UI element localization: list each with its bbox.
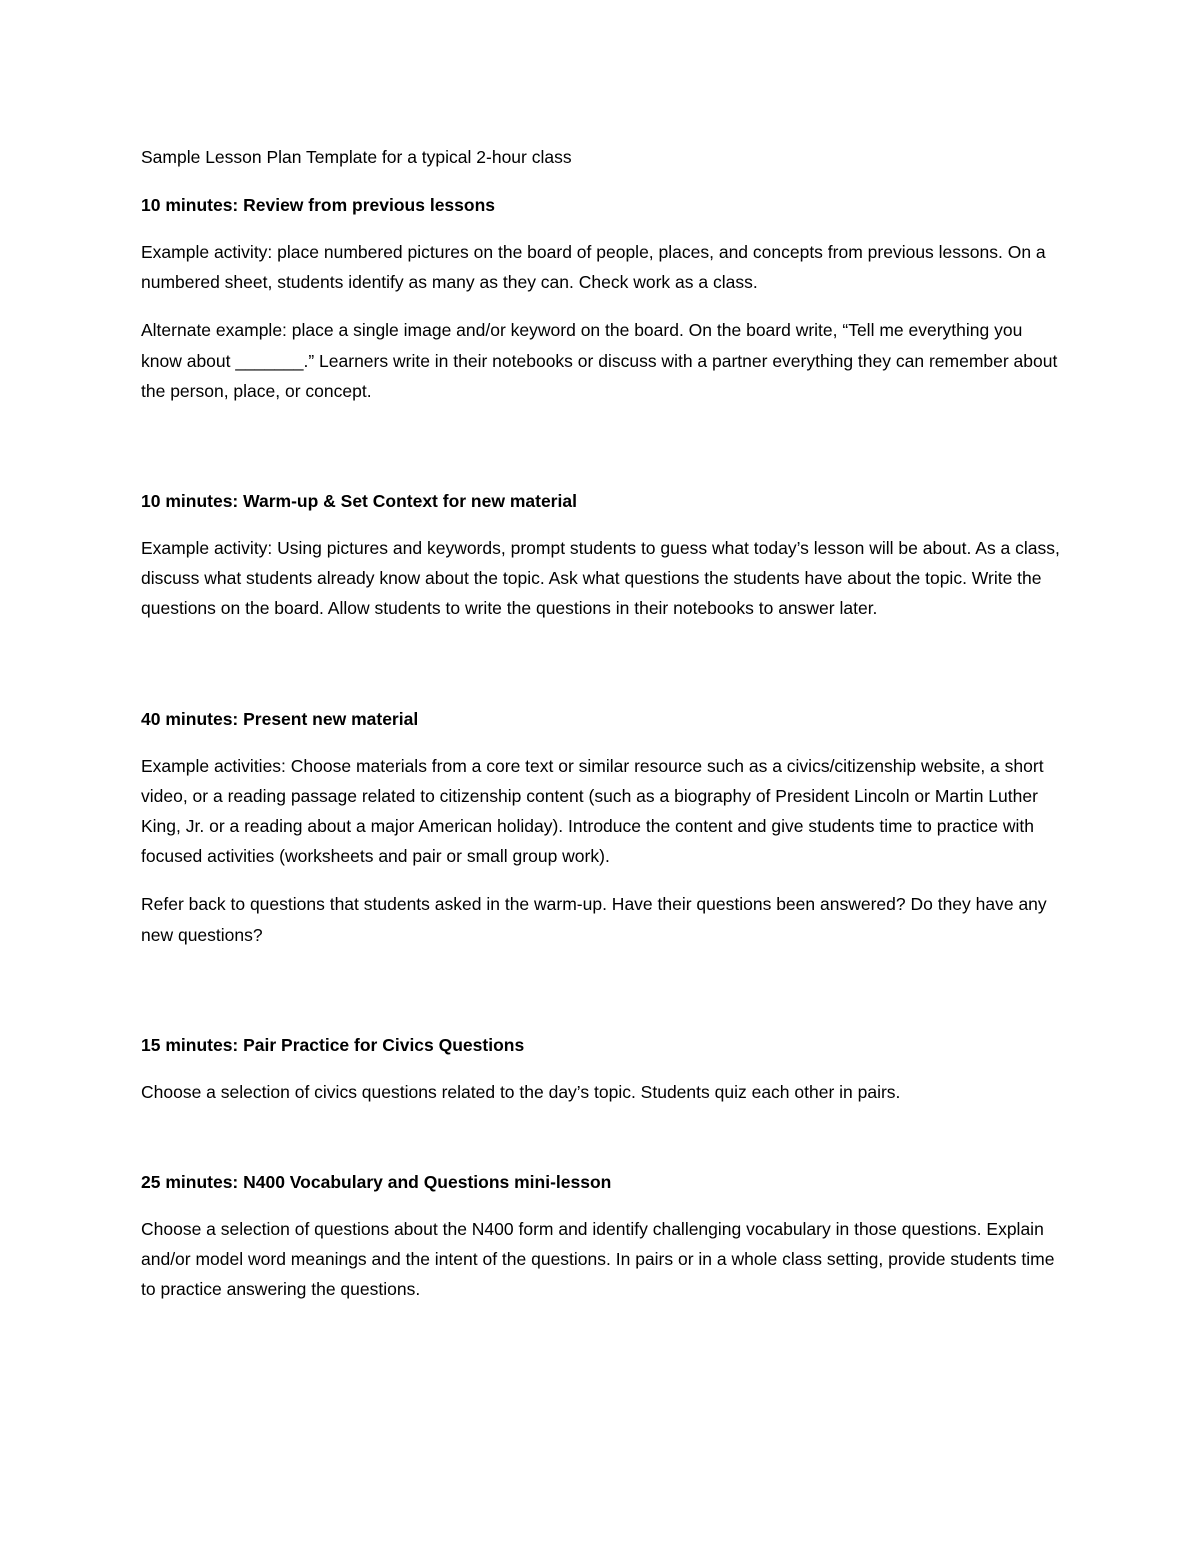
paragraph: Refer back to questions that students asked in the warm-up. Have their questions been answered? Do they have any new questions?: [141, 894, 1047, 945]
section-heading: 10 minutes: Review from previous lessons: [141, 195, 496, 215]
section-pair-practice: [141, 1030, 1066, 1107]
document-body: [141, 142, 1066, 1323]
section-heading: 40 minutes: Present new material: [141, 708, 419, 729]
paragraph: Choose a selection of civics questions related to the day’s topic. Students quiz each other in pairs.: [141, 1081, 901, 1102]
section-warm-up: [141, 486, 1066, 624]
paragraph: Example activity: place numbered pictures on the board of people, places, and concepts from previous lessons. On a numbered sheet, students identify as many as they can. Check work as a class.: [141, 242, 1046, 293]
paragraph: Example activities: Choose materials from a core text or similar resource such as a civics/citizenship website, a short video, or a reading passage related to citizenship content (such as a biography of President Lincoln or Martin Luther King, Jr. or a reading about a major American holiday). Introduce the content and give students time to practice with focused activities (worksheets and pair or small group work).: [141, 755, 1044, 867]
spacer: [141, 968, 1066, 1030]
section-present-material: [141, 704, 1066, 950]
section-heading: 15 minutes: Pair Practice for Civics Questions: [141, 1034, 525, 1055]
section-n400-vocabulary: [141, 1167, 1066, 1305]
spacer: [141, 642, 1066, 704]
document-title: Sample Lesson Plan Template for a typical 2-hour class: [141, 147, 572, 167]
paragraph: Choose a selection of questions about the N400 form and identify challenging vocabulary in those questions. Explain and/or model word meanings and the intent of the questions. In pairs or in a whole class setting, provide students time to practice answering the questions.: [141, 1219, 1055, 1300]
spacer: [141, 424, 1066, 486]
spacer: [141, 1125, 1066, 1167]
paragraph: Alternate example: place a single image and/or keyword on the board. On the board write, “Tell me everything you know about _______.” Learners write in their notebooks or discuss with a partner everything they can remember about the person, place, or concept.: [141, 320, 1058, 401]
section-heading: 10 minutes: Warm-up & Set Context for new material: [141, 491, 577, 512]
paragraph: Example activity: Using pictures and keywords, prompt students to guess what today’s lesson will be about. As a class, discuss what students already know about the topic. Ask what questions the students have about the topic. Write the questions on the board. Allow students to write the questions in their notebooks to answer later.: [141, 538, 1060, 619]
section-review: [141, 190, 1066, 406]
section-heading: 25 minutes: N400 Vocabulary and Questions mini-lesson: [141, 1172, 612, 1193]
